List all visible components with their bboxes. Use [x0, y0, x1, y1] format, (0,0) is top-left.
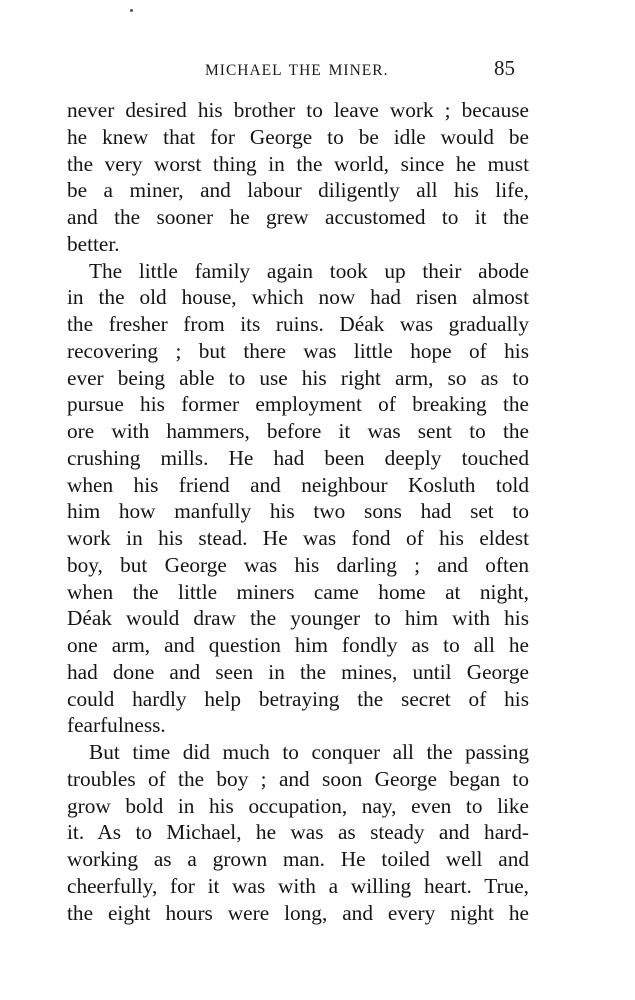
text-line: never desired his brother to leave work ; because	[67, 98, 529, 122]
body-text	[67, 97, 529, 926]
text-line: one arm, and question him fondly as to all he	[67, 633, 529, 657]
text-line: boy, but George was his darling ; and often	[67, 552, 529, 577]
text-line: the fresher from its ruins. Déak was gradually	[67, 312, 529, 336]
text-line: could hardly help betraying the secret of his	[67, 686, 529, 711]
paragraph-last-line: better.	[67, 231, 120, 256]
text-line: had done and seen in the mines, until George	[67, 659, 529, 684]
page-number: 85	[494, 56, 515, 80]
text-line: work in his stead. He was fond of his eldest	[67, 526, 529, 550]
text-line: ore with hammers, before it was sent to the	[67, 419, 529, 443]
paragraph-first-line: But time did much to conquer all the passing	[89, 740, 529, 764]
text-line: when his friend and neighbour Kosluth told	[67, 472, 529, 497]
text-line: pursue his former employment of breaking the	[67, 392, 529, 417]
text-line: when the little miners came home at night,	[67, 579, 529, 604]
text-line: troubles of the boy ; and soon George began to	[67, 766, 529, 791]
text-line: grow bold in his occupation, nay, even to like	[67, 793, 529, 818]
text-line: cheerfully, for it was with a willing heart. True,	[67, 873, 529, 898]
running-title: MICHAEL THE MINER.	[205, 62, 389, 79]
text-line: be a miner, and labour diligently all his life,	[67, 178, 529, 203]
paragraph-first-line: The little family again took up their abode	[89, 258, 529, 283]
paragraph-last-line: fearfulness.	[67, 713, 166, 738]
text-line: the eight hours were long, and every night he	[67, 900, 529, 925]
text-line: and the sooner he grew accustomed to it the	[67, 205, 529, 229]
text-line: crushing mills. He had been deeply touched	[67, 445, 529, 470]
text-line: it. As to Michael, he was as steady and hard-	[67, 820, 529, 845]
ink-speck	[130, 9, 133, 12]
text-line: working as a grown man. He toiled well and	[67, 847, 529, 871]
text-line: Déak would draw the younger to him with his	[67, 606, 529, 631]
text-line: he knew that for George to be idle would be	[67, 124, 529, 149]
text-line: recovering ; but there was little hope of his	[67, 338, 529, 363]
text-line: him how manfully his two sons had set to	[67, 499, 529, 524]
text-line: the very worst thing in the world, since he must	[67, 151, 529, 176]
text-line: in the old house, which now had risen almost	[67, 285, 529, 310]
text-line: ever being able to use his right arm, so as to	[67, 365, 529, 390]
